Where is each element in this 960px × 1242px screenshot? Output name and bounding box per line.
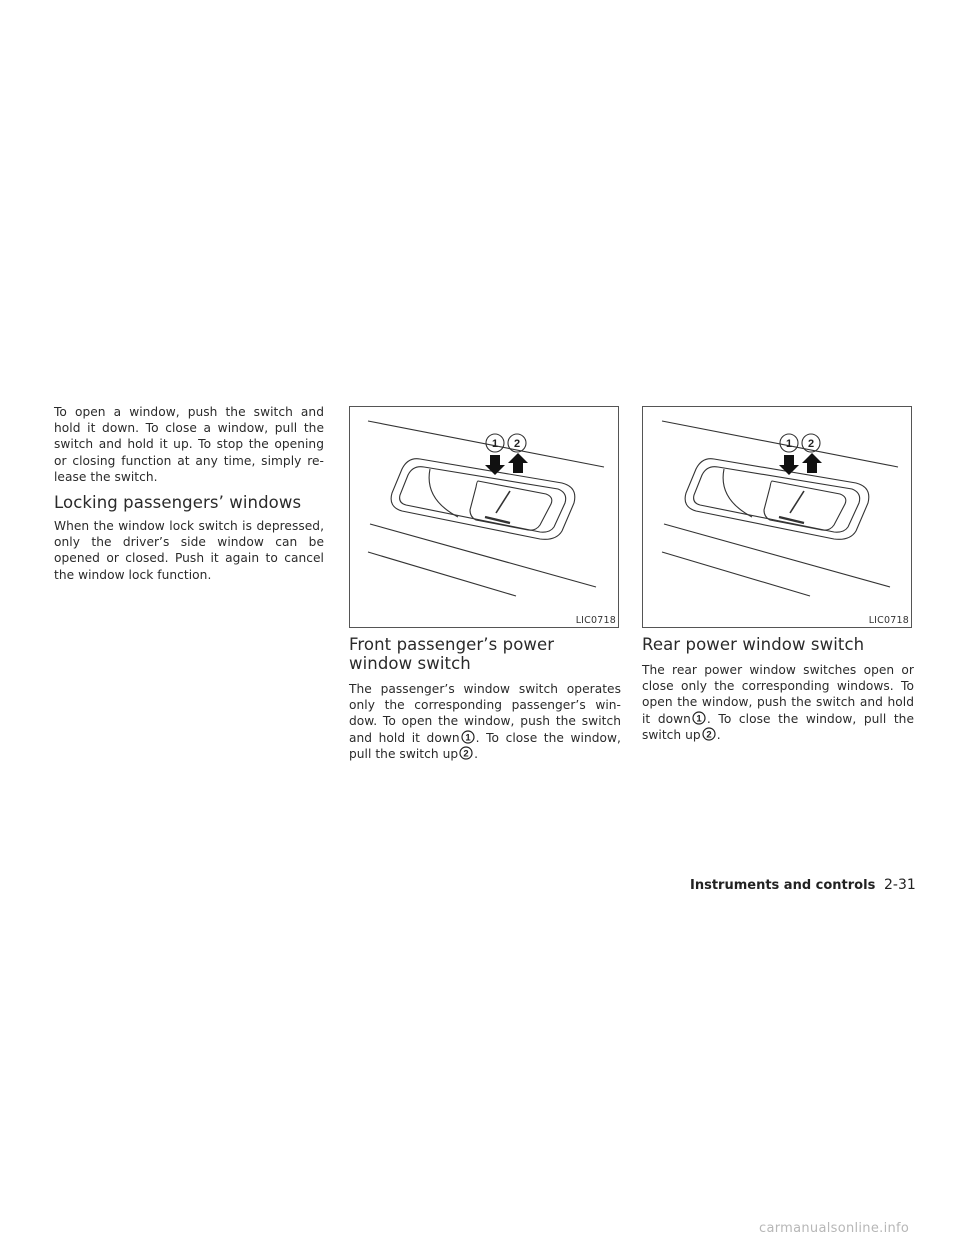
locking-paragraph: When the window lock switch is depressed, only the driver’s side window can be opened or closed. Push it again to cancel the window lock function.	[54, 519, 324, 582]
callout-1-icon	[692, 711, 706, 725]
figure-code: LIC0718	[868, 615, 909, 626]
rear-switch-figure	[642, 406, 912, 628]
rear-heading: Rear power window switch	[642, 635, 865, 654]
locking-heading: Locking passengers’ windows	[54, 493, 302, 513]
rear-text-b: . To close the window, pull the switch up	[642, 711, 914, 742]
front-text-a: The passenger’s window switch operates only the corresponding passenger’s win-dow. To open the window, push the switch and hold it down	[349, 682, 621, 745]
window-switch-illustration	[350, 407, 618, 627]
intro-paragraph: To open a window, push the switch and hold it down. To close a window, pull the switch and hold it up. To stop the opening or closing function at any time, simply re-lease the switch.	[54, 405, 324, 484]
diagram-label-1: 1	[491, 438, 499, 450]
callout-2-icon	[459, 746, 473, 760]
page-number: 2-31	[884, 877, 916, 893]
push-down-arrow-icon	[779, 455, 799, 475]
callout-1-icon	[461, 730, 475, 744]
rear-paragraph	[642, 662, 914, 743]
callout-2-icon	[702, 727, 716, 741]
svg-text:1: 1	[464, 732, 471, 744]
front-text-b: . To close the window, pull the switch up	[349, 730, 621, 761]
svg-text:2: 2	[463, 748, 469, 760]
diagram-label-1: 1	[785, 438, 793, 450]
left-column	[54, 404, 324, 583]
section-title: Instruments and controls	[690, 878, 876, 893]
push-down-arrow-icon	[485, 455, 505, 475]
watermark-link[interactable]: carmanualsonline.info	[759, 1221, 910, 1236]
svg-text:2: 2	[706, 729, 712, 741]
front-text-c: .	[474, 746, 479, 761]
window-switch-illustration	[643, 407, 913, 627]
pull-up-arrow-icon	[508, 453, 528, 473]
pull-up-arrow-icon	[802, 453, 822, 473]
rear-section	[642, 635, 914, 743]
diagram-label-2: 2	[513, 438, 521, 450]
rear-text-a: The rear power window switches open or close only the corresponding windows. To open the window, push the switch and hold it down	[642, 663, 914, 726]
diagram-label-2: 2	[807, 438, 815, 450]
front-passenger-paragraph	[349, 681, 621, 762]
figure-code: LIC0718	[575, 615, 616, 626]
front-switch-figure	[349, 406, 619, 628]
svg-text:1: 1	[696, 713, 702, 725]
rear-text-c: .	[716, 727, 721, 742]
front-passenger-heading: Front passenger’s power window switch	[349, 635, 555, 673]
front-passenger-section	[349, 635, 621, 762]
